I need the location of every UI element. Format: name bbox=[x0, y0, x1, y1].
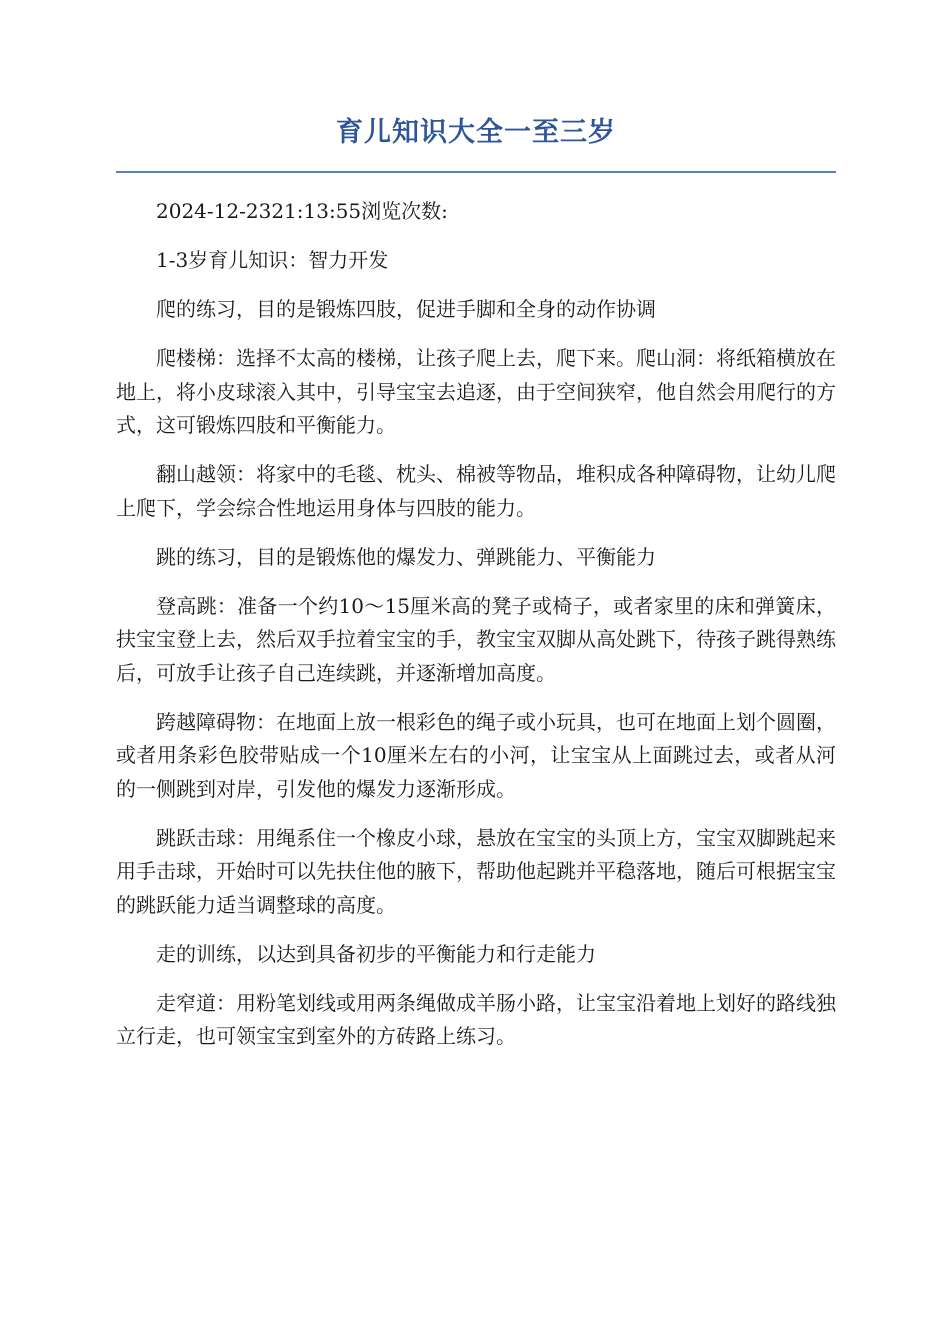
paragraph-crawl-intro: 爬的练习，目的是锻炼四肢，促进手脚和全身的动作协调 bbox=[156, 297, 656, 322]
paragraph-crawl-obstacles: 翻山越领：将家中的毛毯、枕头、棉被等物品，堆积成各种障碍物，让幼儿爬上爬下，学会综合性地运用身体与四肢的能力。 bbox=[116, 462, 836, 520]
paragraph-jump-obstacle: 跨越障碍物：在地面上放一根彩色的绳子或小玩具，也可在地面上划个圆圈，或者用条彩色胶带贴成一个10厘米左右的小河，让宝宝从上面跳过去，或者从河的一侧跳到对岸，引发他的爆发力逐渐形成。 bbox=[116, 709, 836, 801]
paragraph-meta: 2024-12-2321:13:55浏览次数: bbox=[156, 199, 448, 224]
paragraph-heading: 1-3岁育儿知识：智力开发 bbox=[156, 248, 389, 273]
document-title: 育儿知识大全一至三岁 bbox=[336, 117, 616, 148]
paragraph-walk-narrow: 走窄道：用粉笔划线或用两条绳做成羊肠小路，让宝宝沿着地上划好的路线独立行走，也可领宝宝到室外的方砖路上练习。 bbox=[116, 990, 836, 1049]
paragraph-jump-intro: 跳的练习，目的是锻炼他的爆发力、弹跳能力、平衡能力 bbox=[156, 544, 656, 569]
title-underline bbox=[116, 171, 836, 173]
paragraph-crawl-stairs: 爬楼梯：选择不太高的楼梯，让孩子爬上去，爬下来。爬山洞：将纸箱横放在地上，将小皮球滚入其中，引导宝宝去追逐，由于空间狭窄，他自然会用爬行的方式，这可锻炼四肢和平衡能力。 bbox=[116, 346, 836, 438]
document-body bbox=[116, 195, 836, 1054]
paragraph-jump-ball: 跳跃击球：用绳系住一个橡皮小球，悬放在宝宝的头顶上方，宝宝双脚跳起来用手击球，开始时可以先扶住他的腋下，帮助他起跳并平稳落地，随后可根据宝宝的跳跃能力适当调整球的高度。 bbox=[116, 825, 836, 917]
paragraph-jump-high: 登高跳：准备一个约10～15厘米高的凳子或椅子，或者家里的床和弹簧床，扶宝宝登上去，然后双手拉着宝宝的手，教宝宝双脚从高处跳下，待孩子跳得熟练后，可放手让孩子自己连续跳，并逐渐增加高度。 bbox=[116, 593, 836, 685]
document-page bbox=[116, 0, 836, 1069]
paragraph-walk-intro: 走的训练，以达到具备初步的平衡能力和行走能力 bbox=[156, 941, 596, 966]
